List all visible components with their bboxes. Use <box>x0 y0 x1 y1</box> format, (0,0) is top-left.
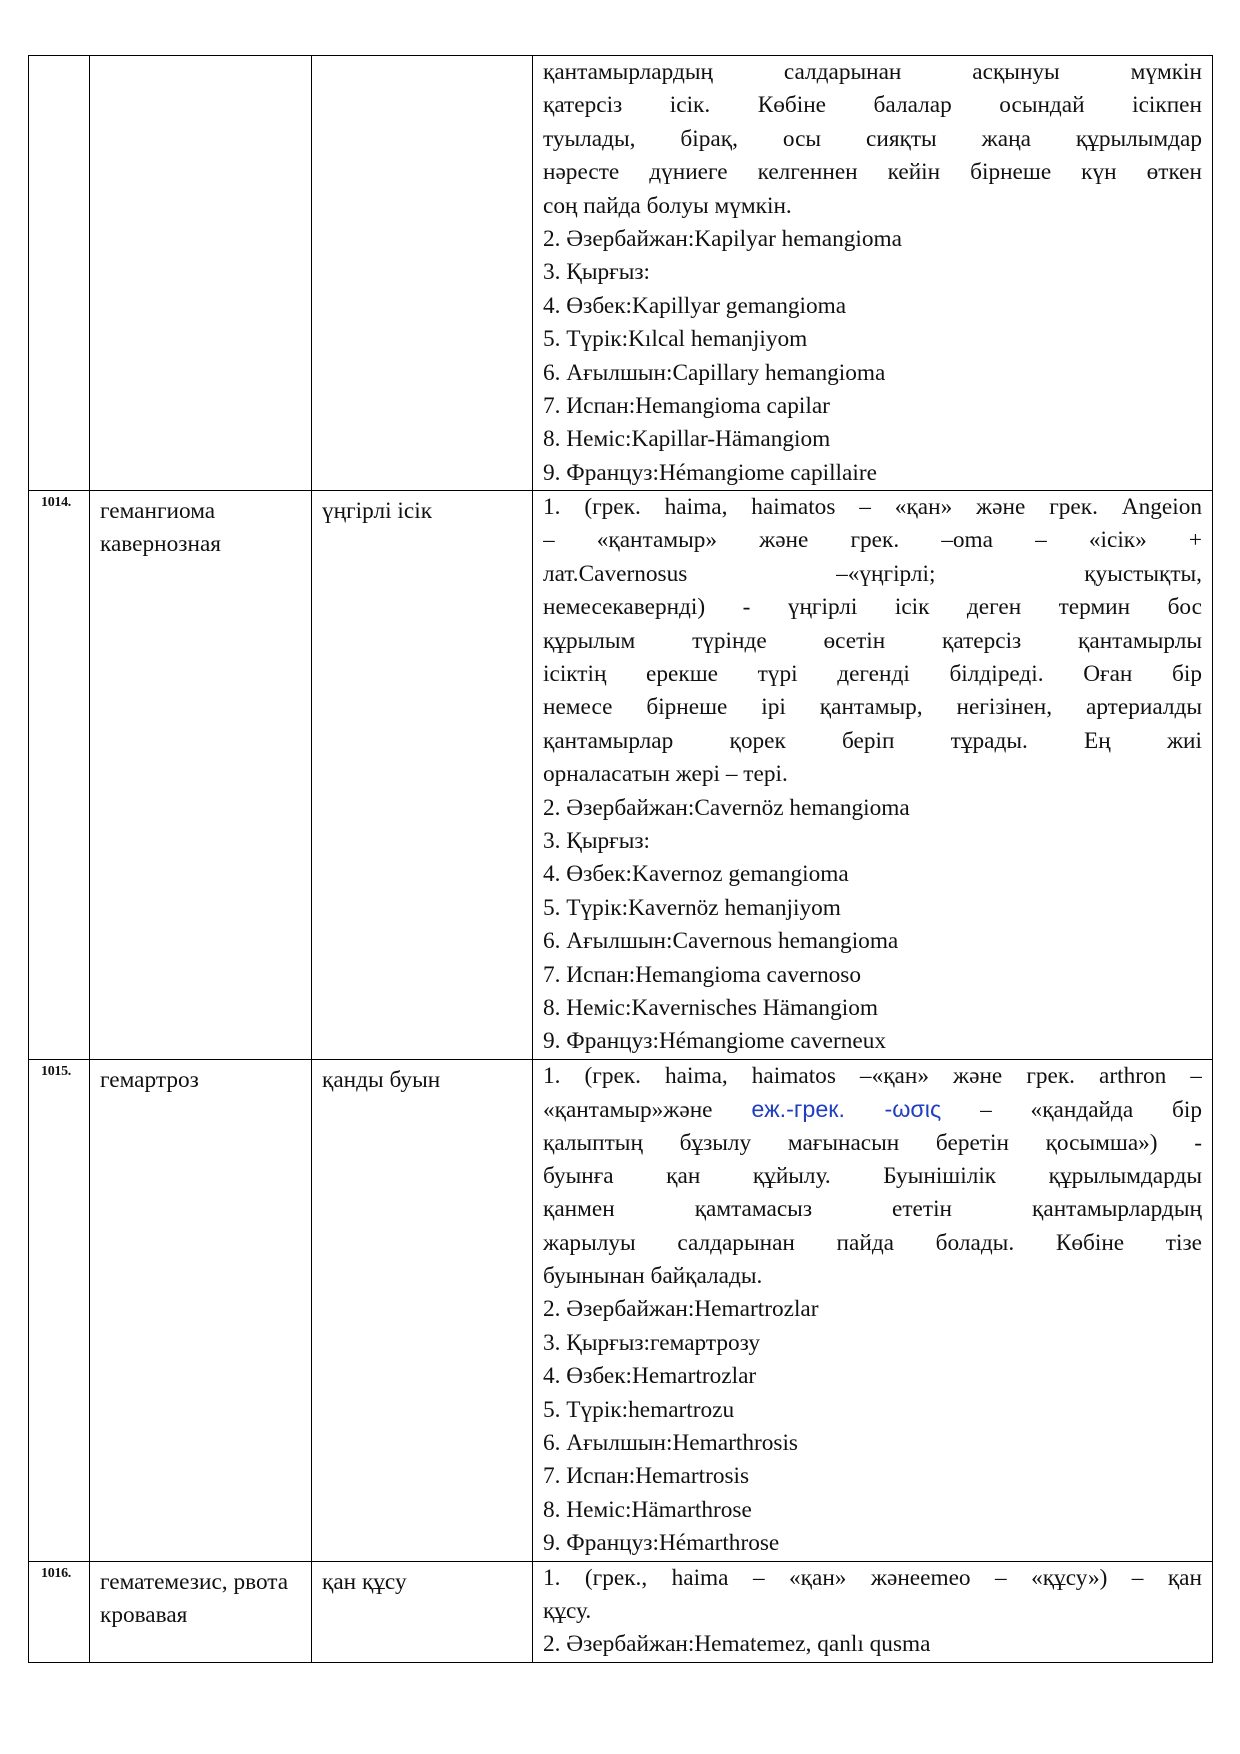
definition-cell <box>533 491 1213 1060</box>
definition-line <box>543 1093 1202 1126</box>
definition-line: қантамырлардың салдарынан асқынуы мүмкін <box>543 59 1202 85</box>
definition-cell <box>533 56 1213 491</box>
translation-item: 8. Неміс:Kapillar-Hämangiom <box>543 426 831 453</box>
definition-line: немесе бірнеше ірі қантамыр, негізінен, артериалды <box>543 694 1202 721</box>
definition-text: – «қандайда бір <box>980 1097 1202 1124</box>
translation-item: 8. Неміс:Kavernisches Hämangiom <box>543 994 878 1021</box>
translation-item: 2. Әзербайжан:Kapilyar hemangioma <box>543 225 903 252</box>
definition-cell <box>533 1059 1213 1561</box>
table-row <box>29 1059 1213 1561</box>
translation-item: 5. Түрік:hemartrozu <box>543 1396 735 1423</box>
definition-line: қантамырлар қорек беріп тұрады. Ең жиі <box>543 727 1202 754</box>
entry-number: 1016. <box>29 1561 90 1662</box>
definition-line: қатерсіз ісік. Көбіне балалар осындай ісікпен <box>543 92 1202 119</box>
definition-line: буынынан байқалады. <box>543 1263 763 1290</box>
definition-line: қалыптың бұзылу мағынасын беретін қосымша») - <box>543 1129 1202 1156</box>
definition-line: соң пайда болуы мүмкін. <box>543 192 792 219</box>
definition-text: «қантамыр»және <box>543 1097 752 1124</box>
greek-suffix-link: еж.-грек. -ωσις <box>751 1096 942 1123</box>
entry-number <box>29 56 90 491</box>
translation-item: 3. Қырғыз: <box>543 259 651 286</box>
entry-number: 1015. <box>29 1059 90 1561</box>
translation-item: 6. Ағылшын:Hemarthrosis <box>543 1430 799 1457</box>
definition-line: немесекавернді) - үңгірлі ісік деген термин бос <box>543 594 1202 621</box>
translation-item: 2. Әзербайжан:Hemartrozlar <box>543 1296 819 1323</box>
dictionary-table <box>28 55 1213 1663</box>
translation-item: 6. Ағылшын:Cavernous hemangioma <box>543 928 899 955</box>
table-row <box>29 491 1213 1060</box>
translation-item: 3. Қырғыз:гемартрозу <box>543 1329 760 1356</box>
translation-item: 2. Әзербайжан:Hematemez, qanlı qusma <box>543 1631 931 1658</box>
definition-line: лат.Cavernosus –«үңгірлі; қуыстықты, <box>543 560 1202 587</box>
definition-line: құрылым түрінде өсетін қатерсіз қантамырлы <box>543 627 1202 654</box>
translation-item: 7. Испан:Hemangioma capilar <box>543 392 830 419</box>
translation-item: 4. Өзбек:Kavernoz gemangioma <box>543 861 849 888</box>
definition-line: 1. (грек. haima, haimatos – «қан» және грек. Angeion <box>543 494 1202 521</box>
term-kazakh <box>312 56 533 491</box>
translation-item: 4. Өзбек:Hemartrozlar <box>543 1363 757 1390</box>
translation-item: 2. Әзербайжан:Cavernöz hemangioma <box>543 794 910 821</box>
translation-item: 9. Француз:Hémarthrose <box>543 1530 780 1557</box>
definition-line: орналасатын жері – тері. <box>543 761 788 788</box>
translation-item: 3. Қырғыз: <box>543 827 651 854</box>
entry-number: 1014. <box>29 491 90 1060</box>
translation-item: 7. Испан:Hemartrosis <box>543 1463 750 1490</box>
term-russian: гематемезис, рвота кровавая <box>90 1561 312 1662</box>
term-kazakh: қан құсу <box>312 1561 533 1662</box>
term-russian <box>90 56 312 491</box>
definition-line: құсу. <box>543 1597 592 1624</box>
translation-item: 8. Неміс:Hämarthrose <box>543 1496 752 1523</box>
term-kazakh: қанды буын <box>312 1059 533 1561</box>
definition-cell <box>533 1561 1213 1662</box>
definition-line: 1. (грек. haima, haimatos –«қан» және грек. arthron – <box>543 1062 1202 1089</box>
translation-item: 5. Түрік:Kavernöz hemanjiyom <box>543 894 841 921</box>
definition-line: ісіктің ерекше түрі дегенді білдіреді. Оған бір <box>543 661 1202 688</box>
document-page <box>28 55 1212 1663</box>
definition-line: 1. (грек., haima – «қан» жәнеemeo – «құсу») – қан <box>543 1564 1202 1591</box>
translation-item: 9. Француз:Hémangiome caverneux <box>543 1028 886 1055</box>
table-row <box>29 1561 1213 1662</box>
definition-line: жарылуы салдарынан пайда болады. Көбіне тізе <box>543 1229 1202 1256</box>
translation-item: 7. Испан:Hemangioma cavernoso <box>543 961 861 988</box>
translation-item: 9. Француз:Hémangiome capillaire <box>543 459 877 486</box>
definition-line: туылады, бірақ, осы сияқты жаңа құрылымдар <box>543 125 1202 152</box>
translation-item: 6. Ағылшын:Capillary hemangioma <box>543 359 886 386</box>
translation-item: 5. Түрік:Kılcal hemanjiyom <box>543 326 808 353</box>
table-row <box>29 56 1213 491</box>
definition-line: – «қантамыр» және грек. –oma – «ісік» + <box>543 527 1202 554</box>
definition-line: буынға қан құйылу. Буынішілік құрылымдарды <box>543 1162 1202 1189</box>
definition-line: қанмен қамтамасыз ететін қантамырлардың <box>543 1196 1202 1223</box>
term-russian: гемартроз <box>90 1059 312 1561</box>
term-kazakh: үңгірлі ісік <box>312 491 533 1060</box>
definition-line: нәресте дүниеге келгеннен кейін бірнеше күн өткен <box>543 159 1202 186</box>
term-russian: гемангиома кавернозная <box>90 491 312 1060</box>
translation-item: 4. Өзбек:Kapillyar gemangioma <box>543 292 847 319</box>
